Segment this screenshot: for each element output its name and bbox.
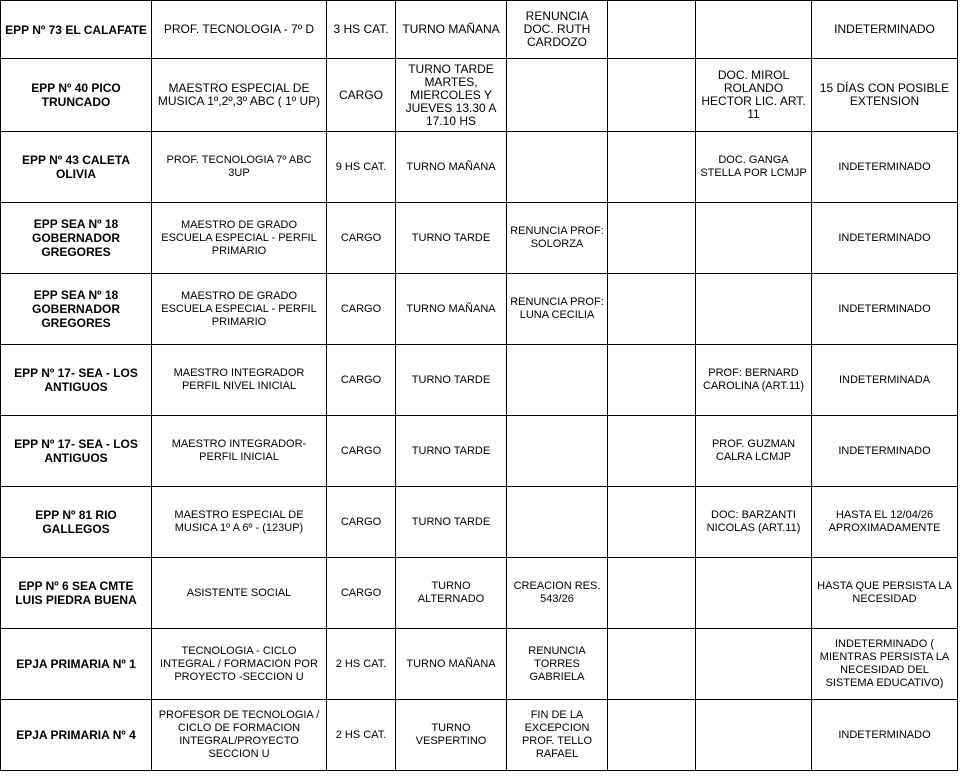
type-cell: CARGO (327, 59, 396, 132)
school-cell: EPP Nº 43 CALETA OLIVIA (1, 132, 152, 203)
reason-cell (507, 59, 608, 132)
table-row (1, 700, 958, 771)
replaces-cell: PROF. GUZMAN CALRA LCMJP (696, 416, 812, 487)
school-cell: EPP Nº 17- SEA - LOS ANTIGUOS (1, 345, 152, 416)
empty-cell (608, 203, 696, 274)
position-cell: TECNOLOGIA - CICLO INTEGRAL / FORMACION POR PROYECTO -SECCION U (152, 629, 327, 700)
school-cell: EPP SEA Nº 18 GOBERNADOR GREGORES (1, 274, 152, 345)
duration-cell: INDETERMINADA (812, 345, 958, 416)
type-cell: CARGO (327, 203, 396, 274)
duration-cell: INDETERMINADO (812, 274, 958, 345)
shift-cell: TURNO TARDE (396, 345, 507, 416)
position-cell: ASISTENTE SOCIAL (152, 558, 327, 629)
replaces-cell (696, 629, 812, 700)
duration-cell: INDETERMINADO (812, 1, 958, 59)
shift-cell: TURNO VESPERTINO (396, 700, 507, 771)
duration-cell: HASTA QUE PERSISTA LA NECESIDAD (812, 558, 958, 629)
replaces-cell (696, 274, 812, 345)
position-cell: PROF. TECNOLOGIA - 7º D (152, 1, 327, 59)
empty-cell (608, 132, 696, 203)
position-cell: PROF. TECNOLOGIA 7º ABC 3UP (152, 132, 327, 203)
duration-cell: INDETERMINADO (812, 132, 958, 203)
school-cell: EPP Nº 6 SEA CMTE LUIS PIEDRA BUENA (1, 558, 152, 629)
replaces-cell (696, 700, 812, 771)
shift-cell: TURNO MAÑANA (396, 1, 507, 59)
table-row (1, 629, 958, 700)
type-cell: 3 HS CAT. (327, 1, 396, 59)
shift-cell: TURNO MAÑANA (396, 274, 507, 345)
duration-cell: INDETERMINADO (812, 700, 958, 771)
school-cell: EPP SEA Nº 18 GOBERNADOR GREGORES (1, 203, 152, 274)
table-row (1, 1, 958, 59)
shift-cell: TURNO TARDE (396, 203, 507, 274)
type-cell: CARGO (327, 416, 396, 487)
shift-cell: TURNO ALTERNADO (396, 558, 507, 629)
duration-cell: HASTA EL 12/04/26 APROXIMADAMENTE (812, 487, 958, 558)
empty-cell (608, 629, 696, 700)
table-row (1, 274, 958, 345)
replaces-cell: DOC: BARZANTI NICOLAS (ART.11) (696, 487, 812, 558)
replaces-cell: PROF: BERNARD CAROLINA (ART.11) (696, 345, 812, 416)
table-row (1, 416, 958, 487)
reason-cell (507, 487, 608, 558)
replaces-cell: DOC. GANGA STELLA POR LCMJP (696, 132, 812, 203)
empty-cell (608, 345, 696, 416)
shift-cell: TURNO TARDE (396, 487, 507, 558)
replaces-cell (696, 203, 812, 274)
reason-cell: RENUNCIA DOC. RUTH CARDOZO (507, 1, 608, 59)
duration-cell: INDETERMINADO (812, 416, 958, 487)
position-cell: MAESTRO INTEGRADOR PERFIL NIVEL INICIAL (152, 345, 327, 416)
school-cell: EPJA PRIMARIA Nº 1 (1, 629, 152, 700)
position-cell: MAESTRO INTEGRADOR- PERFIL INICIAL (152, 416, 327, 487)
reason-cell (507, 132, 608, 203)
type-cell: CARGO (327, 345, 396, 416)
reason-cell: FIN DE LA EXCEPCION PROF. TELLO RAFAEL (507, 700, 608, 771)
position-cell: MAESTRO DE GRADO ESCUELA ESPECIAL - PERFIL PRIMARIO (152, 203, 327, 274)
school-cell: EPP Nº 73 EL CALAFATE (1, 1, 152, 59)
table-row (1, 558, 958, 629)
replaces-cell: DOC. MIROL ROLANDO HECTOR LIC. ART. 11 (696, 59, 812, 132)
table-row (1, 345, 958, 416)
reason-cell: RENUNCIA TORRES GABRIELA (507, 629, 608, 700)
duration-cell: INDETERMINADO ( MIENTRAS PERSISTA LA NECESIDAD DEL SISTEMA EDUCATIVO) (812, 629, 958, 700)
reason-cell: RENUNCIA PROF: LUNA CECILIA (507, 274, 608, 345)
shift-cell: TURNO MAÑANA (396, 629, 507, 700)
replaces-cell (696, 558, 812, 629)
table-row (1, 487, 958, 558)
table-row (1, 59, 958, 132)
type-cell: 2 HS CAT. (327, 700, 396, 771)
reason-cell: CREACION RES. 543/26 (507, 558, 608, 629)
school-cell: EPP Nº 17- SEA - LOS ANTIGUOS (1, 416, 152, 487)
type-cell: 2 HS CAT. (327, 629, 396, 700)
shift-cell: TURNO TARDE (396, 416, 507, 487)
position-cell: MAESTRO ESPECIAL DE MUSICA 1º,2º,3º ABC ( 1º UP) (152, 59, 327, 132)
empty-cell (608, 274, 696, 345)
replaces-cell (696, 1, 812, 59)
shift-cell: TURNO TARDE MARTES, MIERCOLES Y JUEVES 13.30 A 17.10 HS (396, 59, 507, 132)
duration-cell: INDETERMINADO (812, 203, 958, 274)
position-cell: MAESTRO DE GRADO ESCUELA ESPECIAL - PERFIL PRIMARIO (152, 274, 327, 345)
empty-cell (608, 487, 696, 558)
type-cell: CARGO (327, 558, 396, 629)
empty-cell (608, 416, 696, 487)
type-cell: 9 HS CAT. (327, 132, 396, 203)
empty-cell (608, 700, 696, 771)
empty-cell (608, 1, 696, 59)
table-row (1, 203, 958, 274)
school-cell: EPJA PRIMARIA Nº 4 (1, 700, 152, 771)
reason-cell (507, 416, 608, 487)
empty-cell (608, 558, 696, 629)
type-cell: CARGO (327, 274, 396, 345)
table-row (1, 132, 958, 203)
position-cell: MAESTRO ESPECIAL DE MUSICA 1º A 6º - (123UP) (152, 487, 327, 558)
school-cell: EPP Nº 81 RIO GALLEGOS (1, 487, 152, 558)
type-cell: CARGO (327, 487, 396, 558)
reason-cell: RENUNCIA PROF: SOLORZA (507, 203, 608, 274)
empty-cell (608, 59, 696, 132)
shift-cell: TURNO MAÑANA (396, 132, 507, 203)
school-cell: EPP Nº 40 PICO TRUNCADO (1, 59, 152, 132)
duration-cell: 15 DÍAS CON POSIBLE EXTENSION (812, 59, 958, 132)
reason-cell (507, 345, 608, 416)
position-cell: PROFESOR DE TECNOLOGIA / CICLO DE FORMACION INTEGRAL/PROYECTO SECCION U (152, 700, 327, 771)
